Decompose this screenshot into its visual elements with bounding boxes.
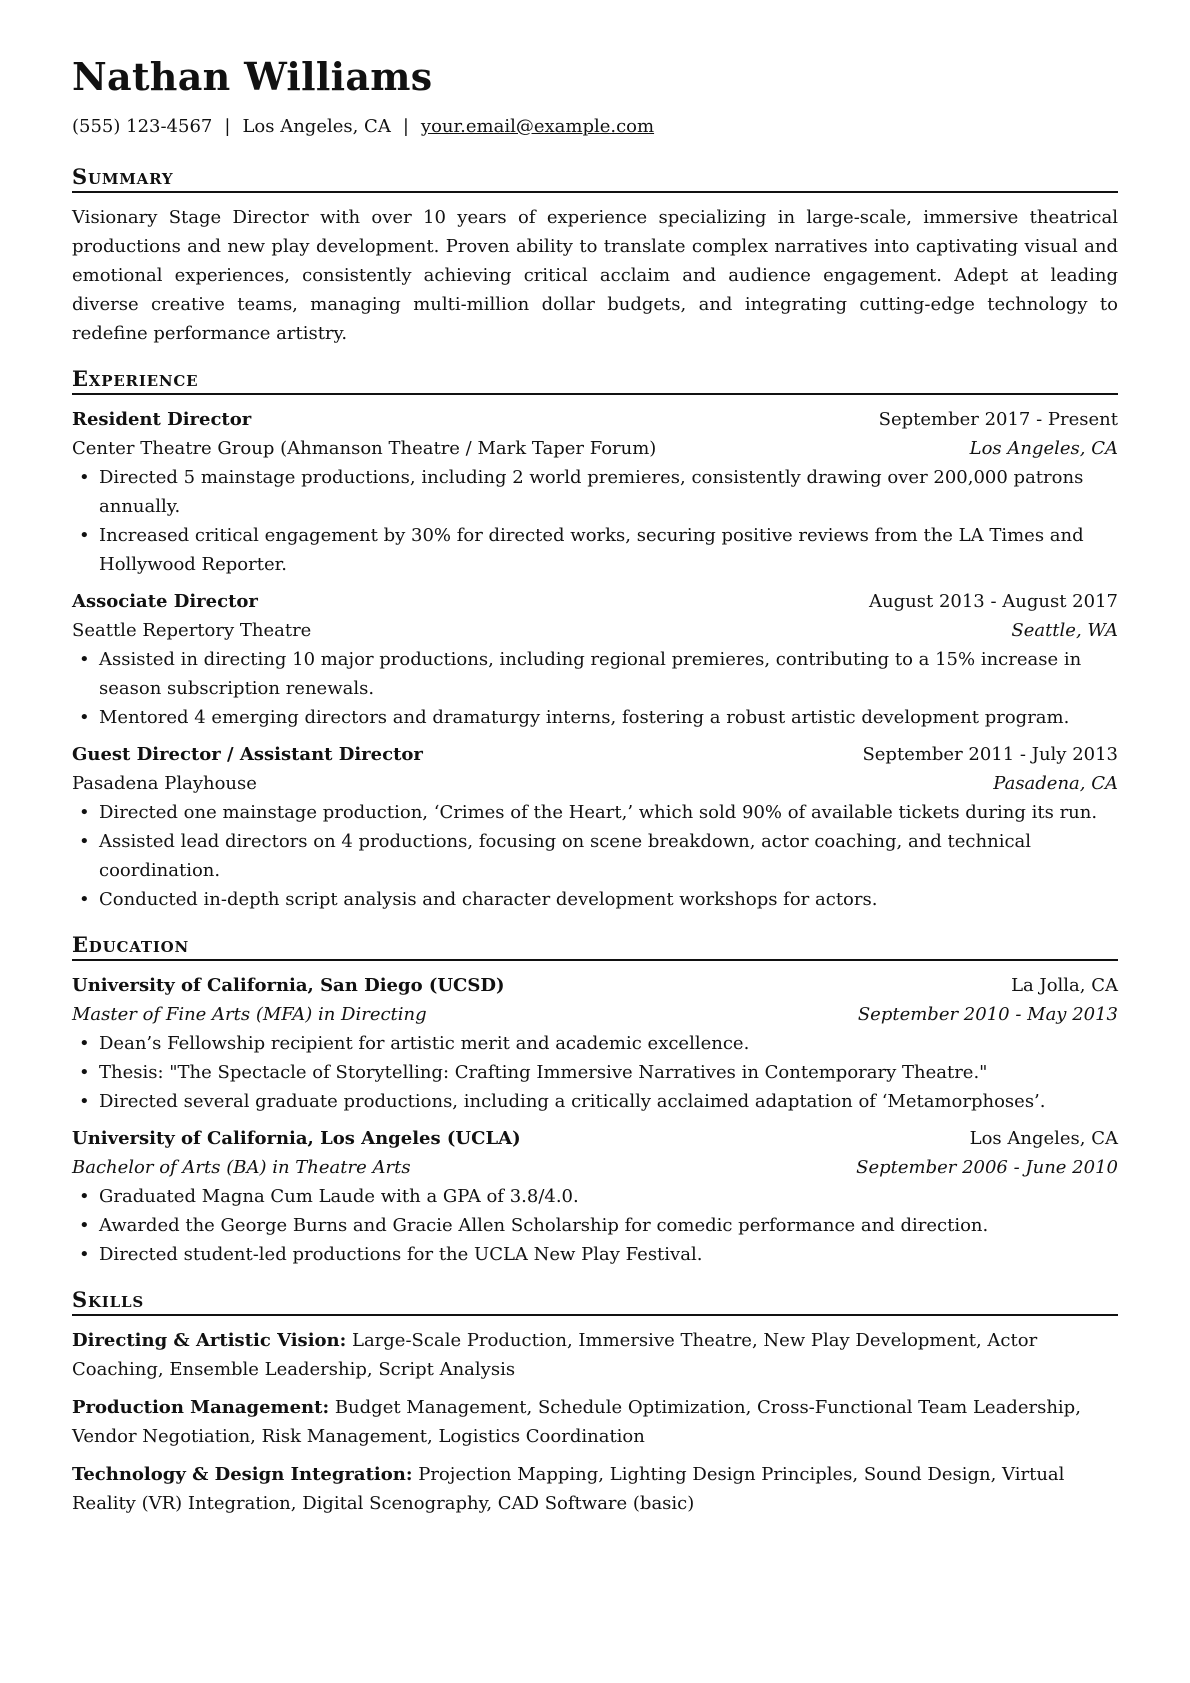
job-location: Los Angeles, CA <box>969 438 1118 459</box>
job-dates: September 2011 - July 2013 <box>862 744 1118 765</box>
experience-entry <box>72 740 1118 914</box>
section-title-education: Education <box>72 934 1118 961</box>
employer: Center Theatre Group (Ahmanson Theatre / Mark Taper Forum) <box>72 438 657 459</box>
section-title-summary: Summary <box>72 166 1118 193</box>
bullet-item: • Assisted in directing 10 major productions, including regional premieres, contributing to a 15% increase in season subscription renewals. <box>99 645 1118 703</box>
education-entry <box>72 971 1118 1116</box>
bullet-item: • Mentored 4 emerging directors and dramaturgy interns, fostering a robust artistic development program. <box>99 703 1118 732</box>
degree: Bachelor of Arts (BA) in Theatre Arts <box>72 1157 411 1178</box>
phone: (555) 123-4567 <box>72 116 213 137</box>
skill-group <box>72 1326 1118 1384</box>
degree: Master of Fine Arts (MFA) in Directing <box>72 1004 427 1025</box>
job-title: Resident Director <box>72 409 252 430</box>
skill-label: Directing & Artistic Vision: <box>72 1330 347 1351</box>
summary-section <box>72 166 1118 348</box>
bullet-list <box>72 1182 1118 1269</box>
skill-label: Technology & Design Integration: <box>72 1464 413 1485</box>
education-dates: September 2010 - May 2013 <box>857 1004 1118 1025</box>
contact-line <box>72 118 1118 136</box>
bullet-list <box>72 798 1118 914</box>
experience-section <box>72 368 1118 914</box>
skill-items: Budget Management, Schedule Optimization, Cross-Functional Team Leadership, Vendor Negotiation, Risk Management, Logistics Coordination <box>72 1397 1081 1447</box>
job-dates: September 2017 - Present <box>878 409 1118 430</box>
skill-group <box>72 1393 1118 1451</box>
bullet-item: • Directed one mainstage production, ‘Crimes of the Heart,’ which sold 90% of available tickets during its run. <box>99 798 1118 827</box>
email-link[interactable]: your.email@example.com <box>420 116 655 137</box>
employer: Seattle Repertory Theatre <box>72 620 312 641</box>
bullet-item: • Graduated Magna Cum Laude with a GPA of 3.8/4.0. <box>99 1182 1118 1211</box>
skills-section <box>72 1289 1118 1518</box>
skill-label: Production Management: <box>72 1397 330 1418</box>
education-dates: September 2006 - June 2010 <box>856 1157 1118 1178</box>
bullet-item: • Directed several graduate productions, including a critically acclaimed adaptation of ‘Metamorphoses’. <box>99 1087 1118 1116</box>
location: Los Angeles, CA <box>242 116 391 137</box>
skill-group <box>72 1460 1118 1518</box>
experience-entry <box>72 587 1118 732</box>
school-location: La Jolla, CA <box>1011 975 1118 996</box>
bullet-item: • Assisted lead directors on 4 productions, focusing on scene breakdown, actor coaching, and technical coordination. <box>99 827 1118 885</box>
job-location: Seattle, WA <box>1011 620 1118 641</box>
section-title-experience: Experience <box>72 368 1118 395</box>
bullet-list <box>72 645 1118 732</box>
education-entry <box>72 1124 1118 1269</box>
school-location: Los Angeles, CA <box>969 1128 1118 1149</box>
skill-items: Projection Mapping, Lighting Design Principles, Sound Design, Virtual Reality (VR) Integration, Digital Scenography, CAD Software (basic) <box>72 1464 1065 1514</box>
separator: | <box>402 116 409 137</box>
job-title: Guest Director / Assistant Director <box>72 744 423 765</box>
candidate-name: Nathan Williams <box>72 54 433 99</box>
bullet-item: • Thesis: "The Spectacle of Storytelling: Crafting Immersive Narratives in Contemporary Theatre." <box>99 1058 1118 1087</box>
bullet-item: • Directed 5 mainstage productions, including 2 world premieres, consistently drawing over 200,000 patrons annually. <box>99 463 1118 521</box>
school-name: University of California, San Diego (UCSD) <box>72 975 505 996</box>
employer: Pasadena Playhouse <box>72 773 257 794</box>
separator: | <box>224 116 231 137</box>
summary-text: Visionary Stage Director with over 10 years of experience specializing in large-scale, immersive theatrical productions and new play development. Proven ability to translate complex narratives into captivating visual and emotional experiences, consistently achieving critical acclaim and audience engagement. Adept at leading diverse creative teams, managing multi-million dollar budgets, and integrating cutting-edge technology to redefine performance artistry. <box>72 207 1118 344</box>
experience-entry <box>72 405 1118 579</box>
bullet-list <box>72 1029 1118 1116</box>
school-name: University of California, Los Angeles (UCLA) <box>72 1128 521 1149</box>
bullet-item: • Dean’s Fellowship recipient for artistic merit and academic excellence. <box>99 1029 1118 1058</box>
job-location: Pasadena, CA <box>993 773 1118 794</box>
job-title: Associate Director <box>72 591 258 612</box>
education-section <box>72 934 1118 1269</box>
skill-items: Large-Scale Production, Immersive Theatre, New Play Development, Actor Coaching, Ensemble Leadership, Script Analysis <box>72 1330 1038 1380</box>
bullet-item: • Increased critical engagement by 30% for directed works, securing positive reviews from the LA Times and Hollywood Reporter. <box>99 521 1118 579</box>
bullet-item: • Directed student-led productions for the UCLA New Play Festival. <box>99 1240 1118 1269</box>
job-dates: August 2013 - August 2017 <box>869 591 1118 612</box>
section-title-skills: Skills <box>72 1289 1118 1316</box>
bullet-item: • Conducted in-depth script analysis and character development workshops for actors. <box>99 885 1118 914</box>
bullet-list <box>72 463 1118 579</box>
bullet-item: • Awarded the George Burns and Gracie Allen Scholarship for comedic performance and direction. <box>99 1211 1118 1240</box>
